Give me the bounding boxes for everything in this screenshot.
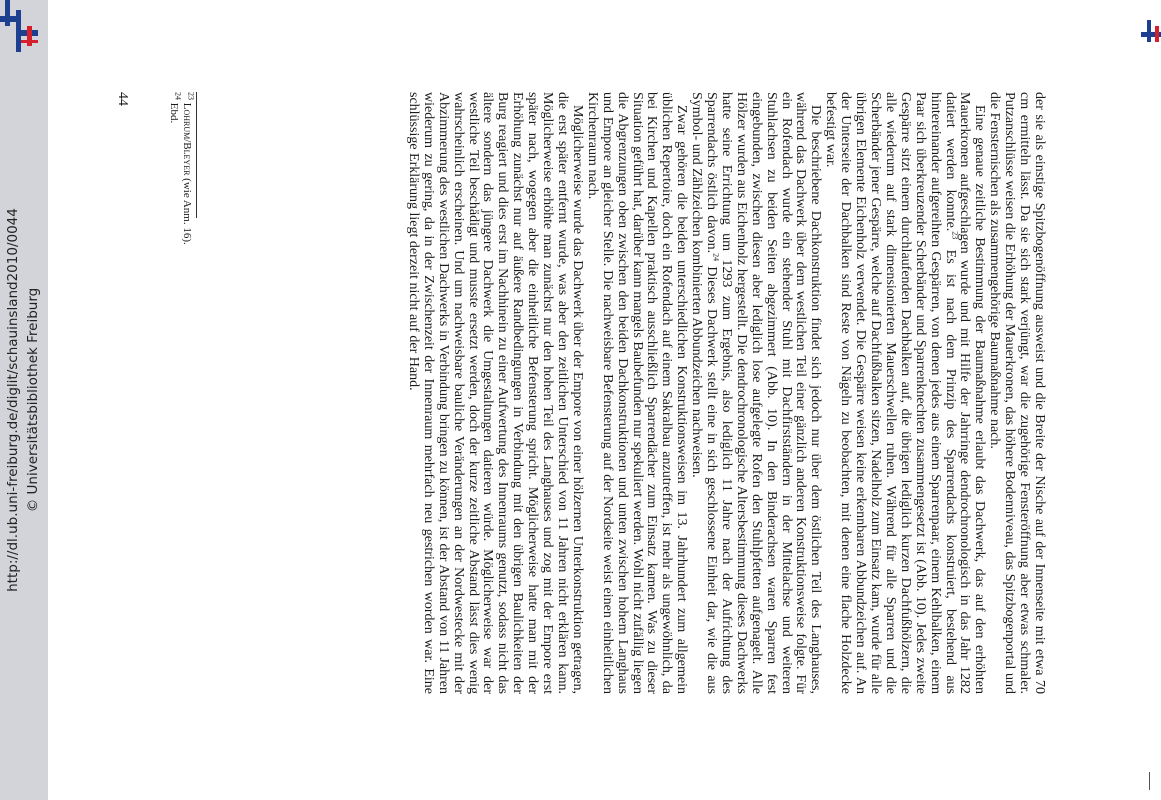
page-number: 44 — [115, 92, 130, 106]
paragraph-2: Eine genaue zeitliche Bestimmung der Baumaßnahme erlaubt das Dachwerk, das auf den erhöhten Mauerkronen aufgeschlagen wurde und mit Hilfe der Jahrringe dendrochronologisch in das Jahr 1282 datiert werden konnte.$^{23}$ Es ist nach dem Prinzip des Sparrendachs konstruiert, bestehend aus hintereinander aufgereihten Gespärren, von denen jedes aus einem Sparrenpaar, einem Kehlbalken, einem Paar sich überkreuzender Scherbänder und Sparrenknechten zusammengesetzt ist (Abb. 10). Jedes zweite Gespärre sitzt einem durchlaufenden Dachbalken auf, die übrigen lediglich kurzen Dachfußhölzern, die alle wiederum auf stark dimensionierten Mauerschwellen ruhen. Während für alle Sparren und die Scherbänder jener Gespärre, welche auf Dachfußbalken sitzen, Nadelholz zum Einsatz kam, wurde für alle übrigen Elemente Eichenholz verwendet. Die Gespärre weisen keine erkennbaren Abbundzeichen auf. An der Unterseite der Dachbalken sind Reste von Nägeln zu beobachten, mit denen eine flache Holzdecke befestigt war. — [823, 92, 988, 695]
paragraph-3: Die beschriebene Dachkonstruktion findet sich jedoch nur über dem östlichen Teil des Langhauses, während das Dachwerk über dem westlichen Teil einer gänzlich anderen Konstruktionsweise folgte. Für ein Rofendach wurde ein stehender Stuhl mit Dachfirstständern in der Mittelachse und weiteren Stuhlachsen zu beiden Seiten abgezimmert (Abb. 10). In den Binderachsen waren Sparren fest eingebunden, zwischen diesen aber lediglich lose aufgelegte Rofen den Stuhlpfetten aufgenagelt. Alle Hölzer wurden aus Eichenholz hergestellt. Die dendrochronologische Altersbestimmung dieses Dachwerks hatte seine Errichtung um 1293 zum Ergebnis, also lediglich 11 Jahre nach der Aufrichtung des Sparrendachs östlich davon.$^{24}$ Dieses Dachwerk stellt eine in sich geschlossene Einheit dar, wie die aus Symbol- und Zählzeichen kombinierten Abbundzeichen nachweisen. — [689, 92, 824, 694]
watermark-url: http://dl.ub.uni-freiburg.de/diglit/schauinsland2010/0044 — [5, 208, 21, 592]
footnote-rule — [196, 92, 197, 218]
footnote-24: $^{24}$ Ebd. — [168, 92, 183, 124]
paragraph-4: Zwar gehören die beiden unterschiedlichen Konstruktionsweisen im 13. Jahrhundert zum allgemein üblichen Repertoire, doch ein Rofendach auf einem Sakralbau anzutreffen, ist mehr als ungewöhnlich, da bei Kirchen und Kapellen praktisch ausschließlich Sparrendächer zum Einsatz kamen. Was zu dieser Situation geführt hat, darüber kann mangels Baubefunden nur spekuliert werden. Wohl nicht zufällig liegen die Abgrenzungen oben zwischen den beiden Dachkonstruktionen und unten zwischen hohem Langhaus und Empore an gleicher Stelle. Die nachweisbare Befensterung auf der Nordseite weist einen einheitlichen Kirchenraum nach. — [584, 92, 690, 694]
paragraph-1: der sie als einstige Spitzbogenöffnung ausweist und die Breite der Nische auf der Innenseite mit etwa 70 cm ermitteln lässt. Da sie sich stark verjüngt, war die zugehörige Fensteröffnung aber etwas schmaler. Putzanschlüsse weisen die Erhöhung der Mauerkronen, das höhere Bodenniveau, das Spitzbogenportal und die Fensternischen als zusammengehörige Baumaßnahme nach. — [987, 92, 1047, 694]
footnote-ref-24: 24 — [711, 253, 721, 262]
footnotes — [167, 92, 196, 694]
watermark-copyright: © Universitätsbibliothek Freiburg — [25, 287, 41, 513]
body-text — [405, 92, 1046, 694]
footnote-23: $^{23}$ Lohrum/Bleyer (wie Anm. 16). — [181, 92, 196, 245]
footnote-ref-23: 23 — [950, 231, 960, 240]
paragraph-5: Möglicherweise wurde das Dachwerk über der Empore von einer hölzernen Unterkonstruktion getragen, die erst später entfernt wurde, was aber den zeitlichen Unterschied von 11 Jahren nicht erklären kann. Möglicherweise erhöhte man zunächst nur den hohen Teil des Langhauses und zog mit der Empore erst später nach, wogegen aber die einheitliche Befensterung spricht. Möglicherweise hatte man mit der Erhöhung zunächst nur auf äußere Randbedingungen in Verbindung mit den übrigen Baulichkeiten der Burg reagiert und dies erst im Nachhinein zu einer Aufwertung des Innenraums genutzt, sodass nicht das ältere sondern das jüngere Dachwerk die Umgestaltungen datieren würde. Möglicherweise war der westliche Teil beschädigt und musste ersetzt werden, doch der kurze zeitliche Abstand lässt dies wenig wahrscheinlich erscheinen. Und um nachweisbare bauliche Veränderungen an der Nordwestecke mit der Abzimmerung des westlichen Dachwerks in Verbindung bringen zu können, ist der Abstand von 11 Jahren wiederum zu gering, da in der Zwischenzeit der Innenraum mehrfach neu gestrichen worden war. Eine schlüssige Erklärung liegt derzeit nicht auf der Hand. — [405, 92, 585, 694]
